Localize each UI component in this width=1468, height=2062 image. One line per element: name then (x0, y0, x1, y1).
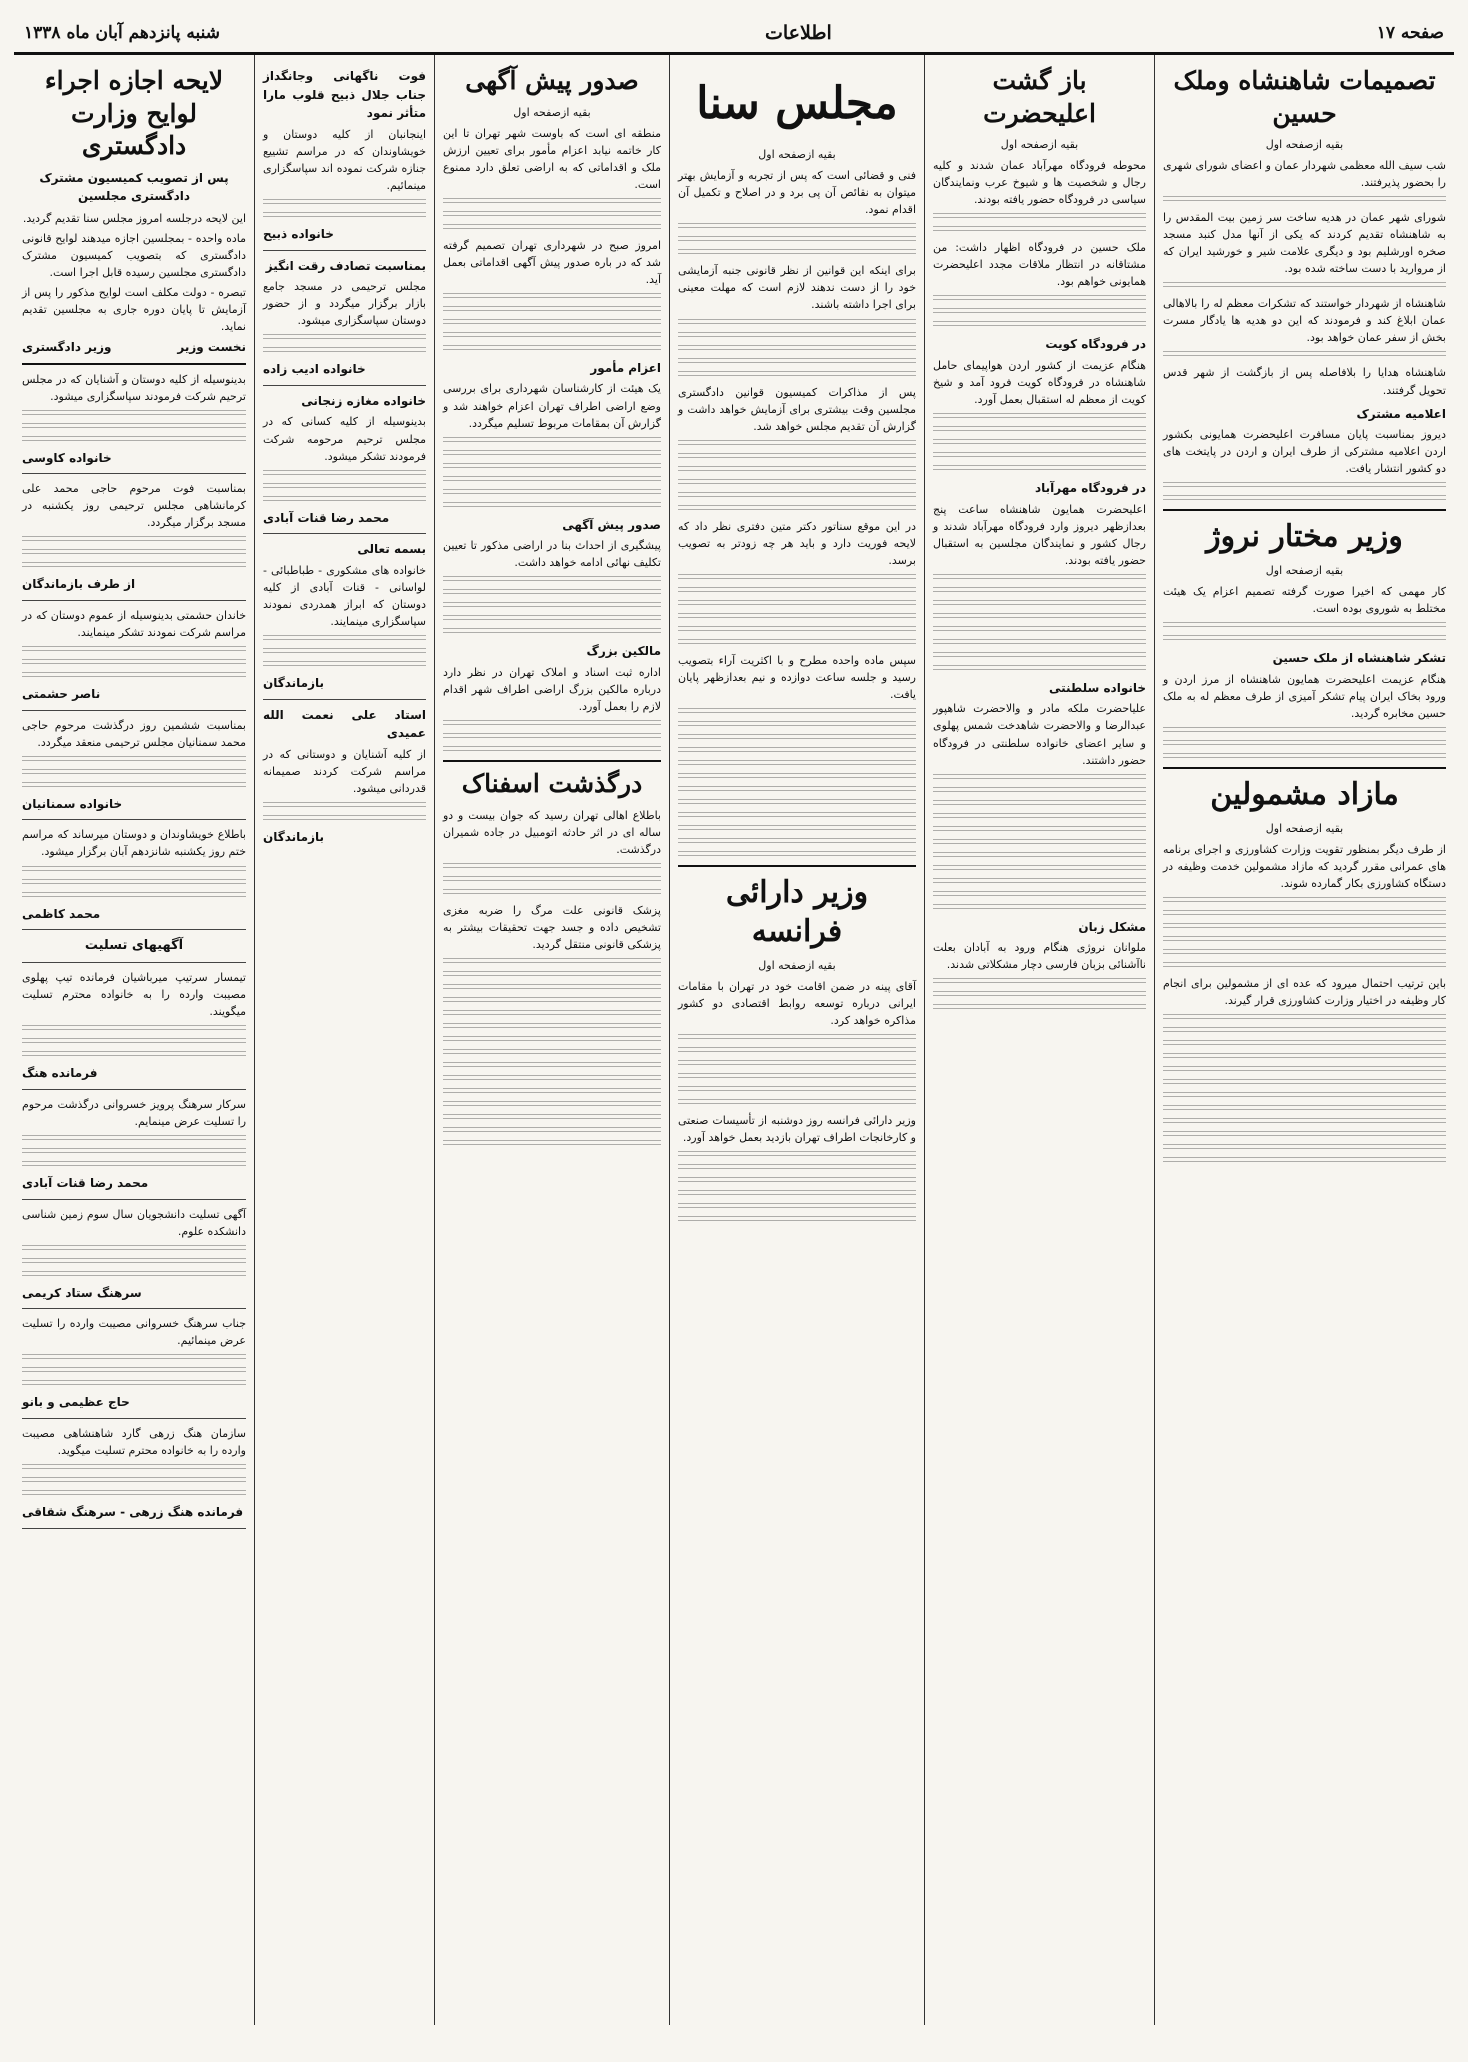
subheading: اعلامیه مشترک (1356, 406, 1446, 421)
paragraph: دیروز بمناسبت پایان مسافرت اعلیحضرت همایونی بکشور اردن اعلامیه مشترکی از طرف ایران و اردن در پایتخت های دو کشور انتشار یافت. (1163, 428, 1446, 476)
continued-label: بقیه ازصفحه اول (758, 148, 836, 162)
notice-text: آگهیهای تسلیت (84, 938, 184, 954)
paragraph: پیشگیری از احداث بنا در اراضی مذکور تا تعیین تکلیف نهائی ادامه خواهد داشت. (443, 539, 661, 570)
notice-text: بمناسبت ششمین روز درگذشت مرحوم حاجی محمد سمنانیان مجلس ترحیمی منعقد میگردد. (22, 718, 246, 749)
notice-signature: حاج عظیمی و بانو (22, 1395, 130, 1410)
notice-title: فوت ناگهانی وجانگداز جناب جلال ذبیح قلوب مارا متأثر نمود (263, 69, 426, 121)
notice-signature: محمد کاظمی (22, 906, 101, 921)
signature: نخست وزیر (177, 340, 246, 355)
notice-signature: خانواده ذبیح (263, 226, 334, 241)
paragraph: کار مهمی که اخیرا صورت گرفته تصمیم اعزام یک هیئت مختلط به شوروی بوده است. (1163, 585, 1446, 616)
notice-text: خاندان حشمتی بدینوسیله از عموم دوستان که در مراسم شرکت نمودند تشکر مینمایند. (22, 609, 246, 640)
paragraph: برای اینکه این قوانین از نظر قانونی جنبه آزمایشی خود را از دست ندهند لازم است که مهلت معینی برای اجرا داشته باشند. (678, 264, 916, 312)
notice (22, 1096, 246, 1200)
columns (14, 55, 1454, 2025)
notice-text: بمناسبت فوت مرحوم حاجی محمد علی کرمانشاهی مجلس ترحیمی روز یکشنبه در مسجد برگزار میگردد. (22, 482, 246, 530)
column-return (924, 55, 1154, 2025)
newspaper-page (14, 14, 1454, 2034)
notice-text: تیمسار سرتیپ میرباشیان فرمانده تیپ پهلوی مصیبت وارده را به خانواده محترم تسلیت میگویند. (22, 971, 246, 1019)
headline-ads: صدور پیش آگهی (465, 66, 639, 95)
subheading: خانواده سلطنتی (1048, 680, 1146, 695)
paragraph: شورای شهر عمان در هدیه ساخت سر زمین بیت المقدس را به شاهنشاه تقدیم کردند که یکی از آنها مدل کنبد مسجد صخره اورشلیم بود و دیگری علامت شیر و خورشید ایران که از مروارید با دست ساخته شده بود. (1163, 211, 1446, 276)
headline-tragic-death: درگذشت اسفناک (461, 769, 643, 799)
notice-signature: خانواده کاوسی (22, 450, 112, 465)
subheading: مالکین بزرگ (586, 644, 661, 659)
subheading: صدور پیش آگهی (562, 517, 661, 532)
notice (22, 717, 246, 821)
paragraph: باین ترتیب احتمال میرود که عده ای از مشمولین برای انجام کار وظیفه در اختیار وزارت کشاورزی قرار گیرند. (1163, 977, 1446, 1008)
paragraph: منطقه ای است که باوست شهر تهران تا این کار خاتمه نیابد اعزام مأمور برای تعیین ارزش ملک و اقداماتی که به اراضی تعلق دارد ممنوع است. (443, 126, 661, 191)
headline-return: باز گشت اعلیحضرت (983, 66, 1096, 128)
paragraph: مجلس ترحیمی در مسجد جامع بازار برگزار میگردد و از حضور دوستان سپاسگزاری میشود. (263, 280, 426, 328)
notice-title: بسمه تعالی (357, 542, 426, 557)
paragraph: از کلیه آشنایان و دوستانی که در مراسم شرکت کردند صمیمانه قدردانی میشود. (263, 747, 426, 795)
notice (22, 1315, 246, 1419)
notice-signature: بازماندگان (263, 829, 325, 844)
column-ads (434, 55, 669, 2025)
continued-label: بقیه ازصفحه اول (1000, 138, 1079, 151)
paragraph: اینجانبان از کلیه دوستان و خویشاوندان که در مراسم تشییع جنازه شرکت نموده اند سپاسگزاری مینمائیم. (263, 127, 426, 192)
paragraph: شاهنشاه هدایا را بلافاصله پس از بازگشت از شهر قدس تحویل گرفتند. (1163, 366, 1446, 397)
column-senate (669, 55, 924, 2025)
notice (22, 1425, 246, 1529)
headline-king: تصمیمات شاهنشاه وملک حسین (1173, 66, 1436, 128)
column-thanks (254, 55, 434, 2025)
notice (22, 969, 246, 1090)
notice (22, 936, 246, 963)
headline-conscripts: مازاد مشمولین (1210, 777, 1399, 813)
continued-label: بقیه ازصفحه اول (1265, 564, 1344, 578)
notice-signature: از طرف بازماندگان (22, 577, 136, 592)
paragraph: ماده واحده - بمجلسین اجازه میدهند لوایح قانونی دادگستری که بتصویب کمیسیون مشترک دادگستری مجلسین رسیده قابل اجرا است. (22, 231, 246, 279)
paragraph: این لایحه درجلسه امروز مجلس سنا تقدیم گردید. (22, 211, 246, 225)
paragraph: شاهنشاه از شهردار خواستند که تشکرات معظم له را بالاهالی عمان ابلاغ کند و فرمودند که این دو هدیه ها یادگار مسرت بخش از سفر عمان خواهد بود. (1163, 297, 1446, 345)
notice-title: بمناسبت تصادف رقت انگیز (265, 258, 426, 273)
notice (22, 826, 246, 930)
headline-senate: مجلس سنا (696, 78, 898, 129)
notice-title: خانواده مغازه زنجانی (301, 393, 426, 408)
paragraph: فنی و قضائی است که پس از تجربه و آزمایش بهتر میتوان به نقائص آن پی برد و در اصلاح و تکمیل آن اقدام نمود. (678, 169, 916, 217)
paragraph: هنگام عزیمت اعلیحضرت همایون شاهنشاه از مرز اردن و ورود بخاک ایران پیام تشکر آمیزی از طرف معظم له به ملک حسین مخابره گردید. (1163, 673, 1446, 721)
subheadline: پس از تصویب کمیسیون مشترک دادگستری مجلسین (39, 170, 229, 204)
paragraph: هنگام عزیمت از کشور اردن هواپیمای حامل شاهنشاه در فرودگاه کویت فرود آمد و شیخ کویت از معظم له استقبال بعمل آورد. (933, 358, 1146, 407)
notice-list (22, 371, 246, 1529)
paragraph: آقای پینه در ضمن اقامت خود در تهران با مقامات ایرانی درباره توسعه روابط اقتصادی دو کشور مذاکره خواهد کرد. (678, 979, 916, 1028)
notice-text: سازمان هنگ زرهی گارد شاهنشاهی مصیبت وارده را به خانواده محترم تسلیت میگوید. (22, 1427, 246, 1458)
notice-signature: محمد رضا قنات آبادی (263, 510, 390, 525)
continued-label: بقیه ازصفحه اول (513, 105, 591, 119)
notice (22, 1206, 246, 1310)
notice (22, 480, 246, 601)
paragraph: تبصره - دولت مکلف است لوایح مذکور را پس از آزمایش تا پایان دوره جاری به مجلسین تقدیم نماید. (22, 285, 246, 333)
continued-label: بقیه ازصفحه اول (1265, 138, 1344, 151)
continued-label: بقیه ازصفحه اول (758, 958, 836, 972)
subheading: در فرودگاه کویت (1045, 337, 1146, 352)
paragraph: اعلیحضرت همایون شاهنشاه ساعت پنج بعدازظهر دیروز وارد فرودگاه مهرآباد شدند و رجال کشور و نمایندگان مجلسین به استقبال حضور یافته بودند. (933, 502, 1146, 567)
paper-name: اطلاعات (764, 22, 832, 44)
paragraph: ملوانان نروژی هنگام ورود به آبادان بعلت ناآشنائی بزبان فارسی دچار مشکلاتی شدند. (933, 941, 1146, 972)
paragraph: باطلاع اهالی تهران رسید که جوان بیست و دو ساله ای در اثر حادثه اتومبیل در جاده شمیران درگذشت. (443, 808, 661, 856)
signature: وزیر دادگستری (22, 340, 112, 355)
notice-text: جناب سرهنگ خسروانی مصیبت وارده را تسلیت عرض مینمائیم. (22, 1317, 246, 1348)
paragraph: پس از مذاکرات کمیسیون قوانین دادگستری مجلسین وقت بیشتری برای آزمایش خواهد داشت و گزارش آن تقدیم مجلس خواهد شد. (678, 385, 916, 433)
notice-signature: محمد رضا قنات آبادی (22, 1176, 149, 1191)
paragraph: خانواده های مشکوری - طباطبائی - لواسانی - قنات آبادی از کلیه دوستان که ابراز همدردی نمودند سپاسگزاری مینمایند. (263, 563, 426, 628)
notice (22, 607, 246, 711)
notice-text: آگهی تسلیت دانشجویان سال سوم زمین شناسی دانشکده علوم. (22, 1207, 246, 1238)
notice-signature: بازماندگان (263, 676, 325, 690)
subheading: اعزام مأمور (590, 360, 661, 375)
notice-text: بدینوسیله از کلیه دوستان و آشنایان که در مجلس ترحیم شرکت فرمودند سپاسگزاری میشود. (22, 372, 246, 403)
paragraph: سپس ماده واحده مطرح و با اکثریت آراء بتصویب رسید و جلسه ساعت دوازده و نیم بعدازظهر پایان یافت. (678, 653, 916, 701)
paragraph: وزیر دارائی فرانسه روز دوشنبه از تأسیسات صنعتی و کارخانجات اطراف تهران بازدید بعمل خواهد آورد. (678, 1114, 916, 1145)
notice-text: باطلاع خویشاوندان و دوستان میرساند که مراسم ختم روز یکشنبه شانزدهم آبان برگزار میشود. (22, 828, 246, 859)
paragraph: یک هیئت از کارشناسان شهرداری برای بررسی وضع اراضی اطراف تهران اعزام خواهند شد و گزارش آن بمقامات مربوط تسلیم میگردد. (443, 382, 661, 430)
paragraph: علیاحضرت ملکه مادر و والاحضرت شاهپور عبدالرضا و والاحضرت شاهدخت شمس پهلوی و سایر اعضای خانواده سلطنتی در فرودگاه حضور داشتند. (933, 702, 1146, 767)
paragraph: از طرف دیگر بمنظور تقویت وزارت کشاورزی و اجرای برنامه های عمرانی مقرر گردید که مازاد مشمولین خدمت وظیفه در دستگاه کشاورزی بکار گمارده شوند. (1163, 843, 1446, 891)
subheading: مشکل زبان (1078, 919, 1146, 934)
page-label: صفحه ۱۷ (1376, 23, 1444, 43)
column-king (1154, 55, 1454, 2025)
notice (22, 371, 246, 475)
notice-signature: فرمانده هنگ زرهی - سرهنگ شقاقی (22, 1505, 244, 1520)
subheading: در فرودگاه مهرآباد (1034, 481, 1146, 496)
headline-bill: لایحه اجازه اجراء لوایح وزارت دادگستری (44, 66, 224, 160)
notice-signature: خانواده ادیب زاده (263, 362, 366, 377)
continued-label: بقیه ازصفحه اول (1265, 822, 1344, 836)
date-line: شنبه پانزدهم آبان ماه ۱۳۳۸ (24, 23, 221, 43)
masthead (14, 14, 1454, 55)
notice-signature: خانواده سمنانیان (22, 796, 123, 811)
headline-france: وزیر دارائی فرانسه (725, 874, 869, 949)
paragraph: در این موقع سناتور دکتر متین دفتری نظر داد که لایحه فوریت دارد و باید هر چه زودتر به تصویب برسد. (678, 519, 916, 567)
notice-title: استاد علی نعمت الله عمیدی (263, 707, 426, 741)
paragraph: محوطه فرودگاه مهرآباد عمان شدند و کلیه رجال و شخصیت ها و شیوخ عرب ونمایندگان سیاسی در فرودگاه حضور یافته بودند. (933, 159, 1146, 207)
paragraph: امروز صبح در شهرداری تهران تصمیم گرفته شد که در باره صدور پیش آگهی اقداماتی بعمل آید. (443, 238, 661, 286)
notice-signature: فرمانده هنگ (22, 1066, 98, 1081)
notice-text: سرکار سرهنگ پرویز خسروانی درگذشت مرحوم را تسلیت عرض مینمایم. (22, 1097, 246, 1129)
notice-signature: ناصر حشمتی (22, 687, 101, 702)
subheading: تشکر شاهنشاه از ملک حسین (1272, 651, 1446, 666)
paragraph: اداره ثبت اسناد و املاک تهران در نظر دارد درباره مالکین بزرگ اراضی اطراف شهر اقدام لازم را بعمل آورد. (443, 665, 661, 713)
notice-signature: سرهنگ ستاد کریمی (22, 1285, 142, 1300)
paragraph: ملک حسین در فرودگاه اظهار داشت: من مشتاقانه در انتظار ملاقات مجدد اعلیحضرت همایونی خواهم بود. (933, 241, 1146, 289)
paragraph: بدینوسیله از کلیه کسانی که در مجلس ترحیم مرحومه شرکت فرمودند تشکر میشود. (263, 415, 426, 463)
column-notices (14, 55, 254, 2025)
paragraph: پزشک قانونی علت مرگ را ضربه مغزی تشخیص داده و جسد جهت تحقیقات بیشتر به پزشکی قانونی منتقل گردید. (443, 903, 661, 951)
headline-norway: وزیر مختار نروژ (1206, 519, 1403, 555)
paragraph: شب سیف الله معظمی شهردار عمان و اعضای شورای شهری را بحضور پذیرفتند. (1163, 159, 1446, 190)
